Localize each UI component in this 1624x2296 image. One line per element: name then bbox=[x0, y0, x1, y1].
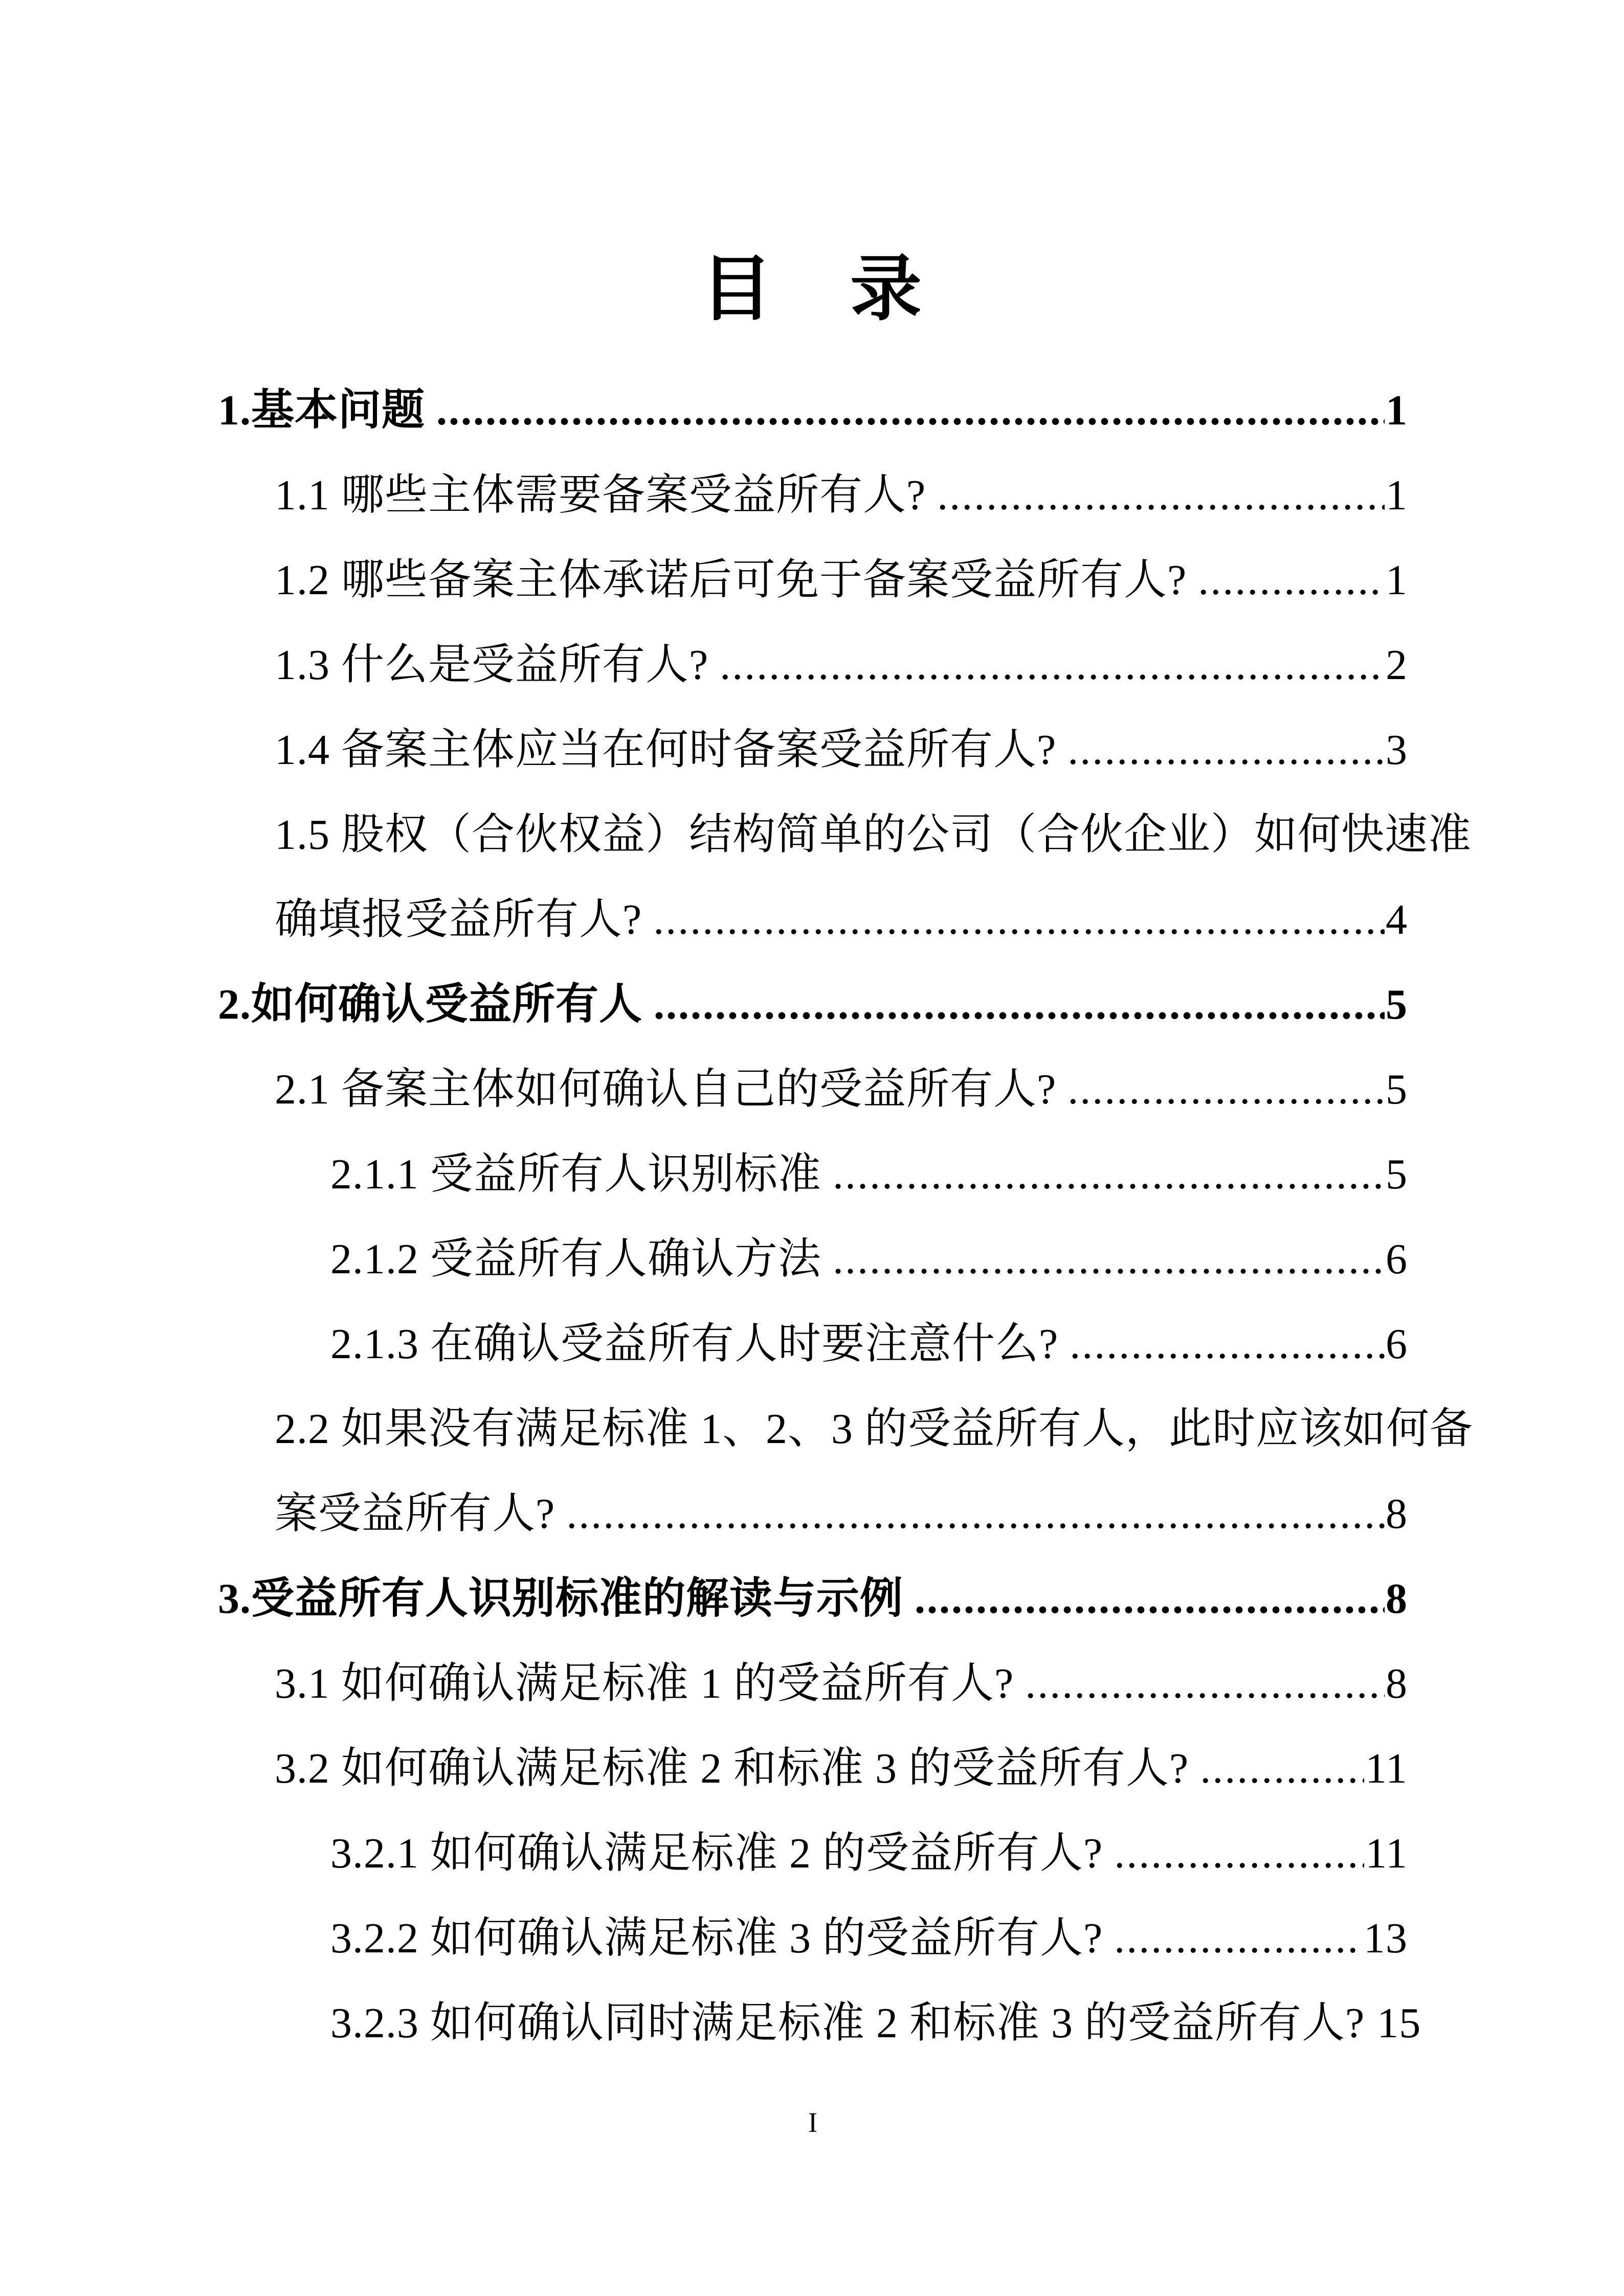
toc-page-number: 2 bbox=[1386, 641, 1408, 689]
toc-entry-text[interactable]: 1.4 备案主体应当在何时备案受益所有人? bbox=[275, 726, 1057, 774]
toc-entry-text[interactable]: 2.1.3 在确认受益所有人时要注意什么? bbox=[330, 1320, 1059, 1368]
toc-page-number: 5 bbox=[1386, 1151, 1408, 1198]
toc-row bbox=[218, 1981, 1421, 2066]
toc-entry-text[interactable]: 1.基本问题 bbox=[218, 387, 426, 434]
toc-row bbox=[218, 1047, 1408, 1132]
toc-row bbox=[218, 1302, 1408, 1387]
dot-leader bbox=[903, 1557, 1385, 1641]
dot-leader bbox=[555, 1472, 1385, 1557]
toc-entry-text[interactable]: 3.受益所有人识别标准的解读与示例 bbox=[218, 1575, 904, 1623]
toc-entry-text[interactable]: 2.1.1 受益所有人识别标准 bbox=[330, 1151, 822, 1198]
dot-leader bbox=[642, 962, 1385, 1047]
dot-leader bbox=[1187, 538, 1385, 623]
toc-page-number: 1 bbox=[1386, 471, 1408, 519]
dot-leader bbox=[1014, 1641, 1385, 1726]
dot-leader bbox=[1189, 1726, 1364, 1811]
toc-page-number: 15 bbox=[1377, 1999, 1421, 2047]
toc-row bbox=[218, 1726, 1408, 1811]
toc-row bbox=[218, 1811, 1408, 1896]
toc-row bbox=[218, 877, 1408, 962]
toc-row bbox=[218, 793, 1472, 877]
toc-page-number: 1 bbox=[1386, 387, 1408, 434]
footer-page-number: I bbox=[808, 2107, 818, 2138]
toc-row bbox=[218, 1387, 1474, 1472]
dot-leader bbox=[708, 623, 1385, 708]
toc-entry-text[interactable]: 3.2.2 如何确认满足标准 3 的受益所有人? bbox=[330, 1915, 1103, 1962]
toc-entry-text[interactable]: 2.如何确认受益所有人 bbox=[218, 981, 643, 1028]
toc-row bbox=[218, 623, 1408, 708]
toc-page-number: 8 bbox=[1386, 1490, 1408, 1538]
dot-leader bbox=[1103, 1896, 1363, 1981]
toc-entry-text[interactable]: 1.3 什么是受益所有人? bbox=[275, 641, 709, 689]
toc-entry-text[interactable]: 2.1.2 受益所有人确认方法 bbox=[330, 1235, 822, 1283]
page-title: 目 录 bbox=[700, 249, 925, 329]
dot-leader bbox=[1058, 1302, 1385, 1387]
dot-leader bbox=[926, 453, 1385, 538]
dot-leader bbox=[1056, 1047, 1385, 1132]
dot-leader bbox=[642, 877, 1385, 962]
toc-page-number: 6 bbox=[1386, 1320, 1408, 1368]
toc-row bbox=[218, 368, 1408, 453]
dot-leader bbox=[821, 1132, 1385, 1217]
toc-entry-text[interactable]: 1.1 哪些主体需要备案受益所有人? bbox=[275, 471, 926, 519]
toc-entry-text[interactable]: 确填报受益所有人? bbox=[275, 896, 642, 943]
toc-entry-text[interactable]: 2.2 如果没有满足标准 1、2、3 的受益所有人，此时应该如何备 bbox=[275, 1405, 1474, 1453]
toc-entry-text[interactable]: 3.2 如何确认满足标准 2 和标准 3 的受益所有人? bbox=[275, 1745, 1189, 1792]
toc-page-number: 13 bbox=[1364, 1915, 1408, 1962]
toc-page-number: 4 bbox=[1386, 896, 1408, 943]
dot-leader bbox=[821, 1217, 1385, 1302]
toc-page-number: 8 bbox=[1386, 1575, 1408, 1623]
toc-entry-text[interactable]: 3.1 如何确认满足标准 1 的受益所有人? bbox=[275, 1660, 1014, 1707]
dot-leader bbox=[1056, 708, 1385, 793]
toc-entry-text[interactable]: 案受益所有人? bbox=[275, 1490, 555, 1538]
toc-page-number: 6 bbox=[1386, 1235, 1408, 1283]
toc-row bbox=[218, 962, 1408, 1047]
toc-page-number: 8 bbox=[1386, 1660, 1408, 1707]
page-footer bbox=[218, 2107, 1408, 2139]
toc-row bbox=[218, 1132, 1408, 1217]
toc-entry-text[interactable]: 1.2 哪些备案主体承诺后可免于备案受益所有人? bbox=[275, 556, 1187, 604]
toc-entry-text[interactable]: 3.2.3 如何确认同时满足标准 2 和标准 3 的受益所有人? bbox=[330, 1999, 1365, 2047]
dot-leader bbox=[425, 368, 1385, 453]
toc-page-number: 5 bbox=[1386, 981, 1408, 1028]
toc-entry-text[interactable]: 1.5 股权（合伙权益）结构简单的公司（合伙企业）如何快速准 bbox=[275, 811, 1472, 859]
toc-page-number: 3 bbox=[1386, 726, 1408, 774]
toc-row bbox=[218, 1472, 1408, 1557]
dot-leader bbox=[1365, 1981, 1376, 2066]
toc-page-number: 1 bbox=[1386, 556, 1408, 604]
toc-row bbox=[218, 453, 1408, 538]
toc-entry-text[interactable]: 3.2.1 如何确认满足标准 2 的受益所有人? bbox=[330, 1830, 1103, 1877]
dot-leader bbox=[1103, 1811, 1364, 1896]
toc-row bbox=[218, 708, 1408, 793]
toc-row bbox=[218, 1896, 1408, 1981]
toc-row bbox=[218, 1217, 1408, 1302]
toc-page-number: 11 bbox=[1365, 1745, 1408, 1792]
toc-row bbox=[218, 1557, 1408, 1641]
toc-row bbox=[218, 538, 1408, 623]
toc-page-number: 5 bbox=[1386, 1066, 1408, 1113]
toc-row bbox=[218, 1641, 1408, 1726]
toc-page-number: 11 bbox=[1365, 1830, 1408, 1877]
toc-list bbox=[218, 368, 1474, 2066]
toc-entry-text[interactable]: 2.1 备案主体如何确认自己的受益所有人? bbox=[275, 1066, 1057, 1113]
